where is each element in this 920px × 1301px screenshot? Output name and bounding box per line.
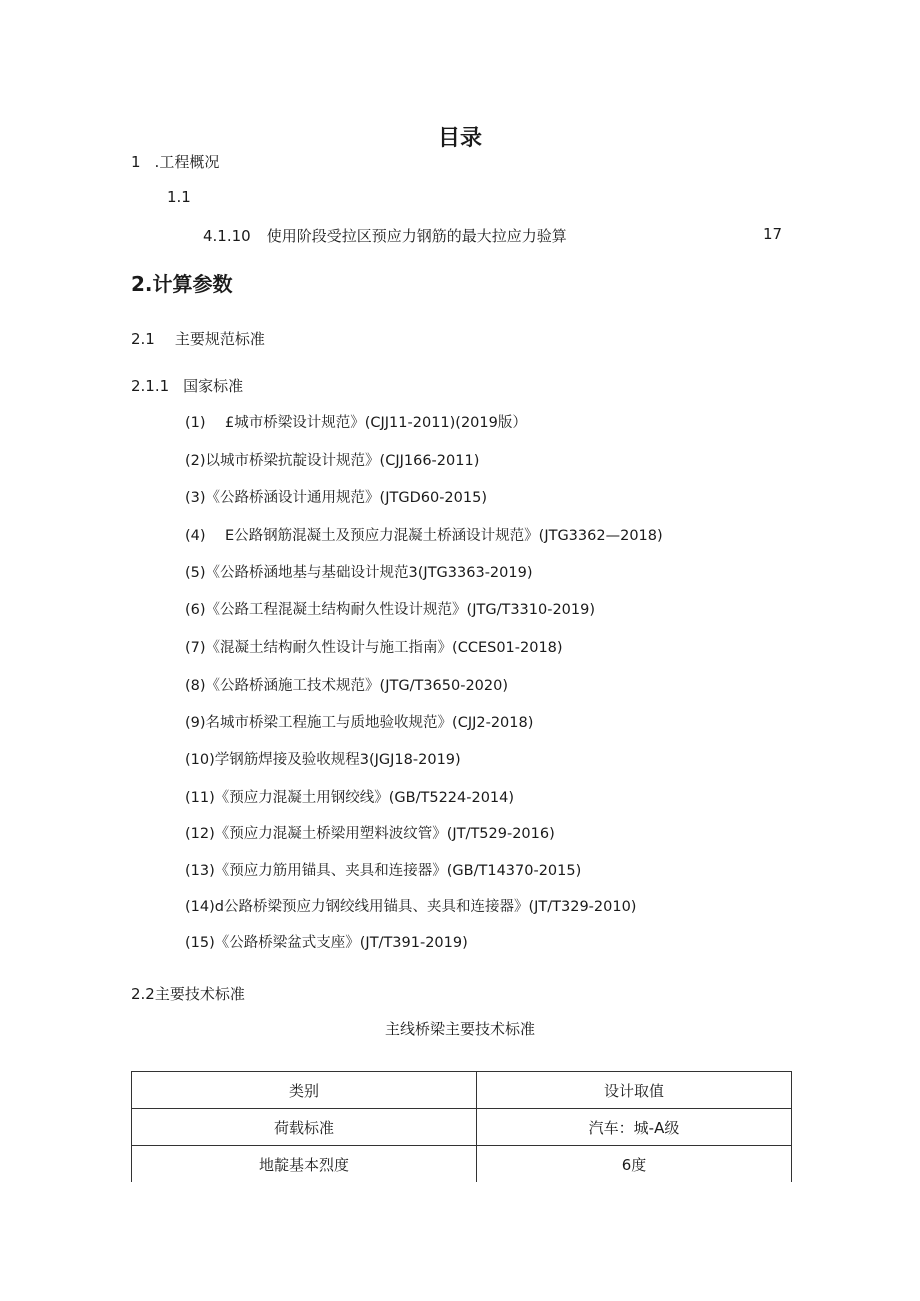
subsection-2-1-1 (131, 375, 243, 396)
toc-entry-1[interactable] (131, 151, 219, 172)
reference-item (185, 748, 461, 769)
reference-item (185, 859, 581, 880)
toc-entry-text: 使用阶段受拉区预应力钢筋的最大拉应力验算 (266, 227, 567, 245)
reference-text: 以城市桥梁抗靛设计规范》(CJJ166-2011) (205, 453, 480, 469)
reference-item (185, 524, 663, 545)
reference-item (185, 674, 508, 695)
reference-item (185, 822, 555, 843)
reference-number: (14) (185, 899, 215, 915)
toc-title: 目录 (437, 126, 482, 151)
toc-entry-number: 4.1.10 (203, 227, 251, 245)
reference-item (185, 636, 563, 657)
reference-text: 《公路桥涵地基与基础设计规范3(JTG3363-2019) (205, 565, 533, 581)
reference-number: (3) (185, 490, 206, 506)
reference-number: (2) (185, 453, 206, 469)
subsection-2-2 (131, 983, 245, 1004)
reference-number: (13) (185, 863, 215, 879)
reference-number: (15) (185, 935, 215, 951)
subsection-2-1 (131, 328, 265, 349)
reference-item (185, 486, 487, 507)
toc-entry-number: 1 (131, 153, 141, 171)
reference-item (185, 786, 514, 807)
subsection-title: 国家标准 (183, 377, 244, 395)
reference-text: 《公路工程混凝土结构耐久性设计规范》(JTG/T3310-2019) (205, 602, 596, 618)
reference-text: E公路钢筋混凝土及预应力混凝土桥涵设计规范》(JTG3362—2018) (225, 528, 663, 544)
reference-item (185, 561, 533, 582)
subsection-number: 2.1.1 (131, 377, 170, 395)
reference-item (185, 895, 636, 916)
reference-number: (4) (185, 528, 206, 544)
reference-text: 《公路桥梁盆式支座》(JT/T391-2019) (214, 935, 468, 951)
reference-number: (6) (185, 602, 206, 618)
technical-standards-table (131, 1071, 792, 1182)
table-cell: 汽车：城-A级 (477, 1109, 792, 1146)
reference-number: (12) (185, 826, 215, 842)
table-header-cell: 设计取值 (477, 1072, 792, 1109)
subsection-title: 主要技术标准 (154, 985, 245, 1003)
toc-entry-1-1[interactable] (167, 188, 191, 206)
reference-number: (10) (185, 752, 215, 768)
reference-text: 学钢筋焊接及验收规程3(JGJ18-2019) (214, 752, 461, 768)
reference-text: 《公路桥涵设计通用规范》(JTGD60-2015) (205, 490, 487, 506)
toc-entry-text: .工程概况 (154, 153, 220, 171)
reference-number: (7) (185, 640, 206, 656)
reference-item (185, 411, 527, 432)
subsection-title: 主要规范标准 (174, 330, 265, 348)
reference-text: £城市桥梁设计规范》(CJJ11-2011)(2019版） (225, 415, 527, 431)
table-header-row (132, 1072, 792, 1109)
table-row (132, 1109, 792, 1146)
table-cell: 6度 (477, 1146, 792, 1183)
reference-text: d公路桥梁预应力钢绞线用锚具、夹具和连接器》(JT/T329-2010) (214, 899, 637, 915)
reference-number: (8) (185, 678, 206, 694)
section-title: 2.计算参数 (131, 272, 233, 296)
reference-text: 《预应力混凝土用钢绞线》(GB/T5224-2014) (214, 790, 515, 806)
table-cell: 地靛基本烈度 (132, 1146, 477, 1183)
table-caption: 主线桥梁主要技术标准 (384, 1020, 535, 1038)
reference-number: (11) (185, 790, 215, 806)
reference-item (185, 449, 479, 470)
toc-entry-page: 17 (763, 225, 783, 243)
reference-item (185, 711, 533, 732)
reference-item (185, 931, 468, 952)
reference-text: 《公路桥涵施工技术规范》(JTG/T3650-2020) (205, 678, 509, 694)
table-row (132, 1146, 792, 1183)
reference-text: 《预应力混凝土桥梁用塑料波纹管》(JT/T529-2016) (214, 826, 555, 842)
subsection-number: 2.1 (131, 330, 155, 348)
reference-item (185, 598, 595, 619)
toc-entry-4-1-10[interactable] (203, 225, 567, 246)
reference-text: 名城市桥梁工程施工与质地验收规范》(CJJ2-2018) (205, 715, 534, 731)
toc-entry-number: 1.1 (167, 188, 191, 206)
reference-text: 《混凝土结构耐久性设计与施工指南》(CCES01-2018) (205, 640, 563, 656)
reference-number: (5) (185, 565, 206, 581)
table-cell: 荷载标准 (132, 1109, 477, 1146)
reference-text: 《预应力筋用锚具、夹具和连接器》(GB/T14370-2015) (214, 863, 582, 879)
table-header-cell: 类别 (132, 1072, 477, 1109)
reference-number: (9) (185, 715, 206, 731)
reference-number: (1) (185, 415, 206, 431)
subsection-number: 2.2 (131, 985, 155, 1003)
